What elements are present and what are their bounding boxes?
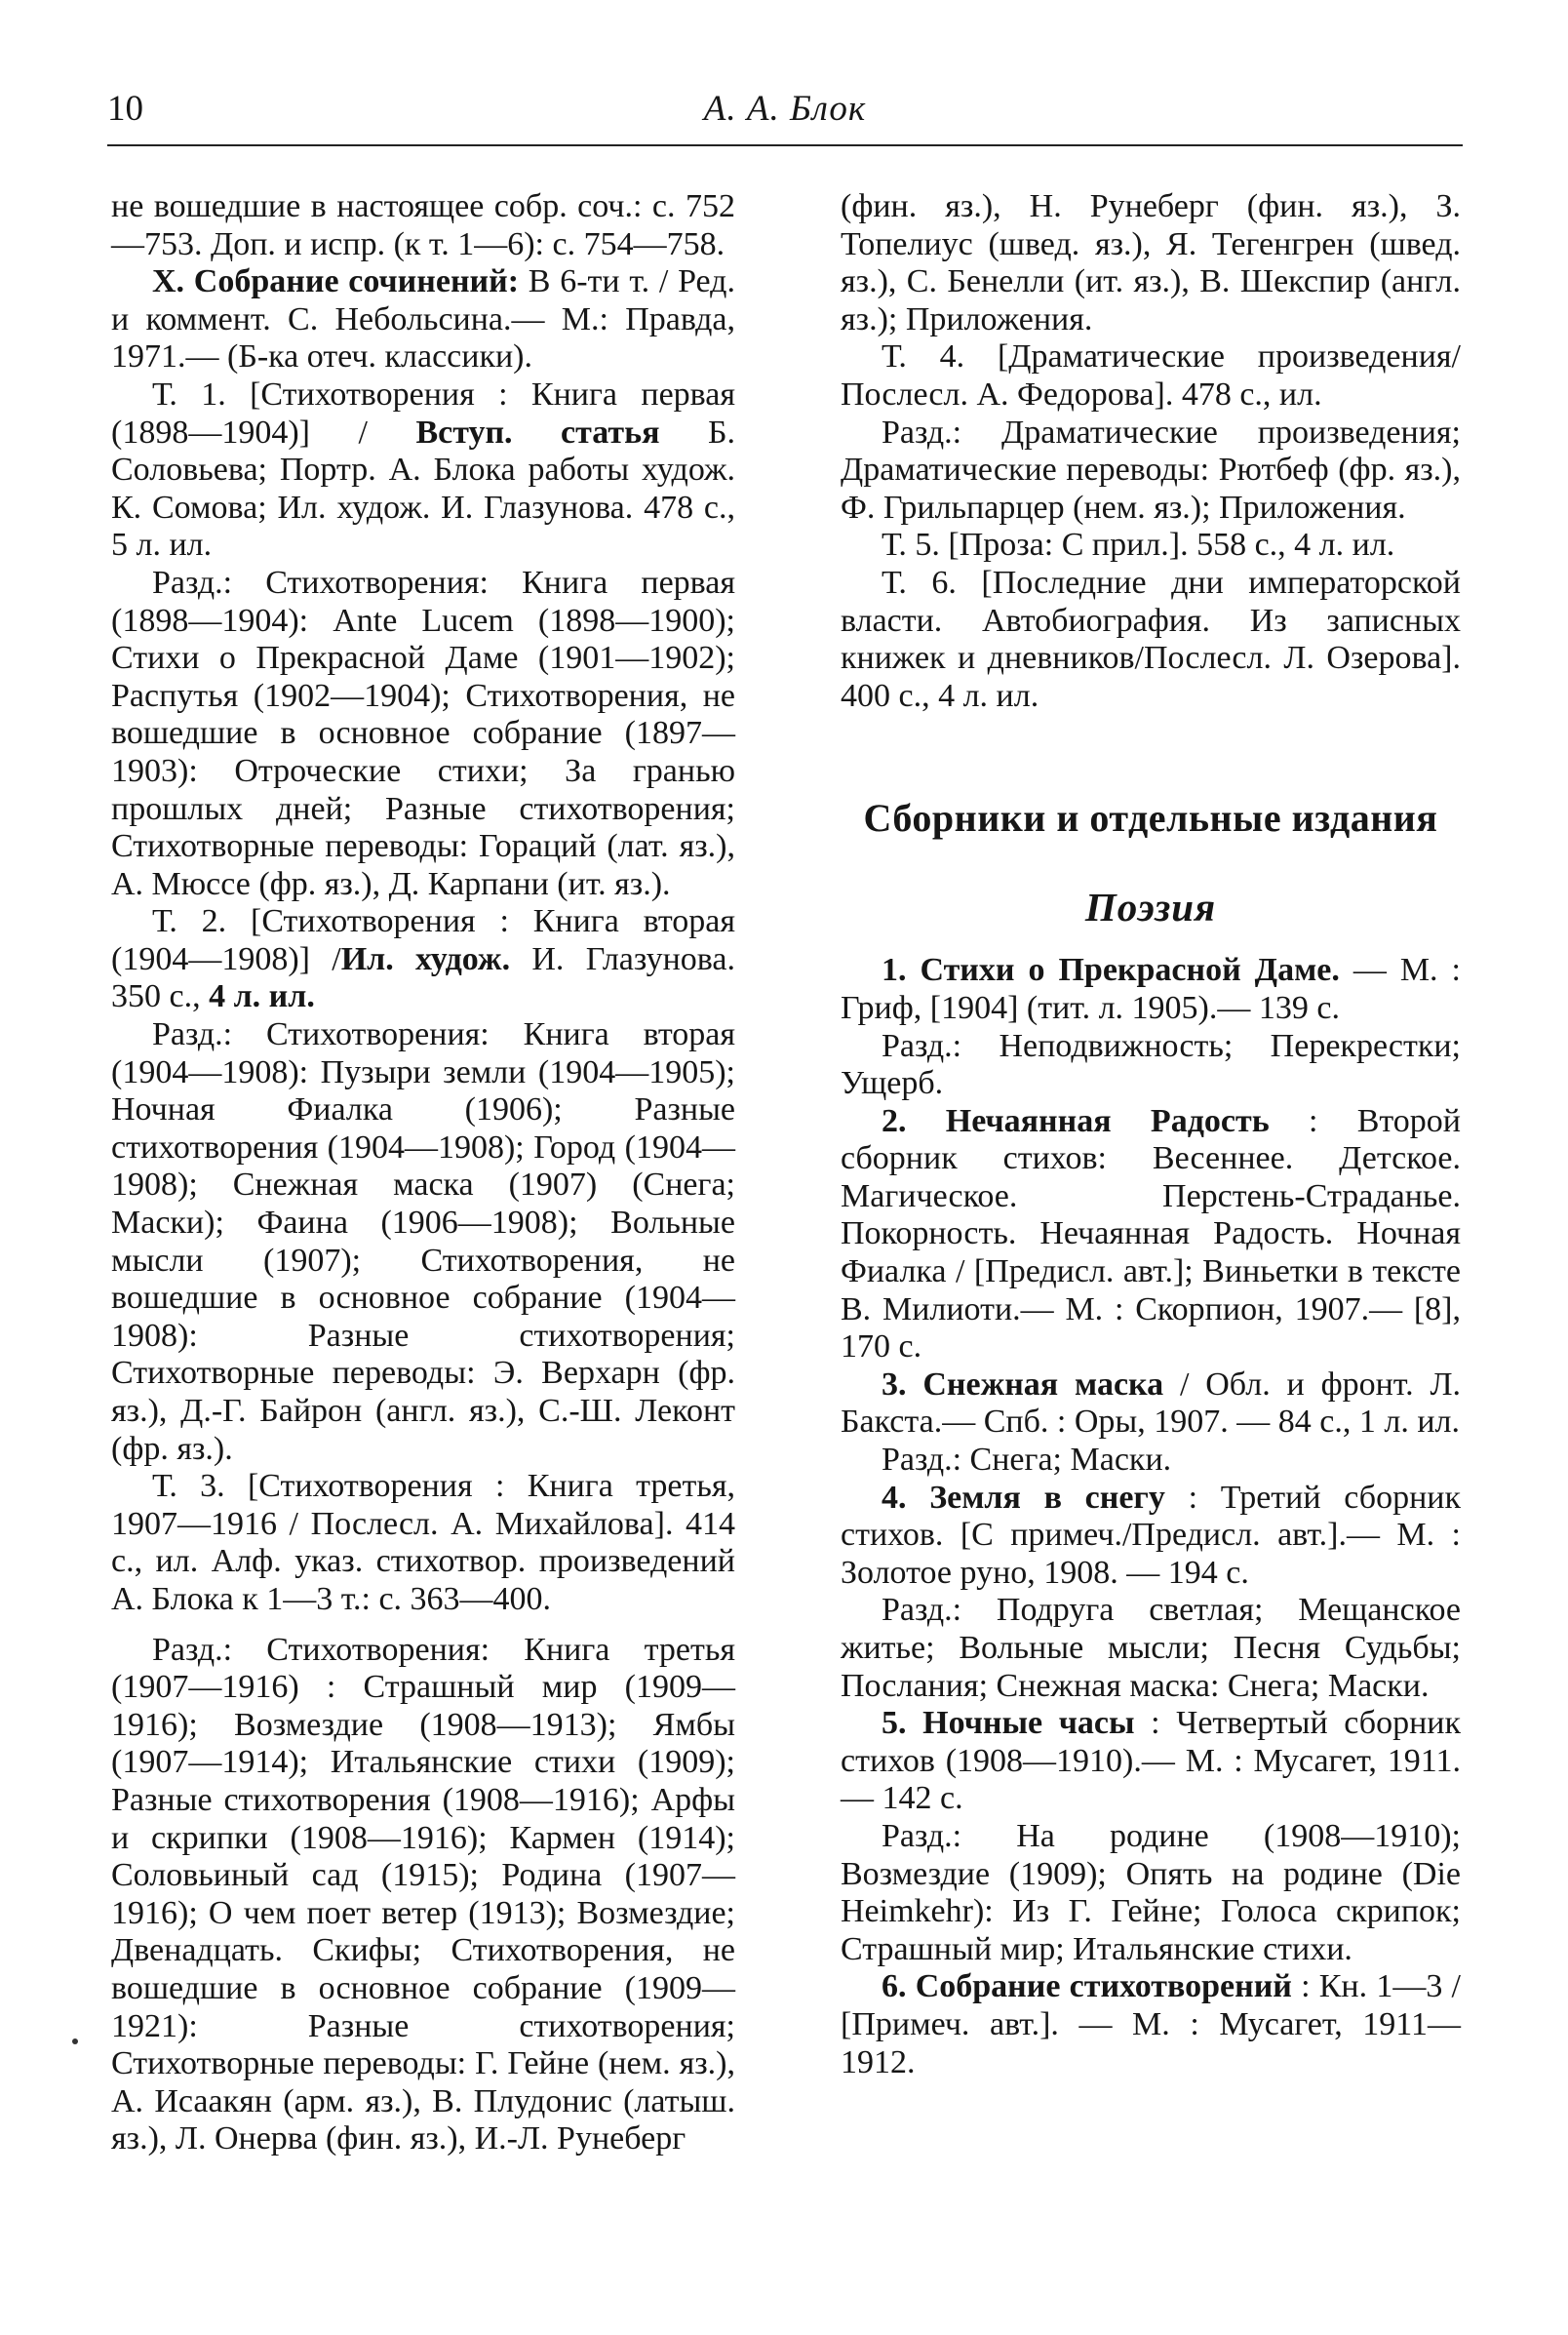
- volume-text-continued: И. Глазунова. 350 с.,: [111, 940, 735, 1015]
- entry-title: 1. Стихи о Прекрасной Даме.: [882, 952, 1340, 989]
- entry-text: : Третий сборник стихов. [С примеч./Предисл. авт.].— М. : Золотое руно, 1908. — 194 с.: [841, 1479, 1461, 1591]
- entry-5-contents: Разд.: На родине (1908—1910); Возмездие (1909); Опять на родине (Die Heimkehr): Из Г. Гейне; Голоса скрипок; Страшный мир; Итальянские стихи.: [841, 1817, 1461, 1967]
- volume-2: [111, 903, 735, 1016]
- entry-text: В 6-ти т. / Ред. и коммент. С. Небольсина.— М.: Правда, 1971.— (Б-ка отеч. классики).: [111, 263, 735, 376]
- volume-3-contents: Разд.: Стихотворения: Книга третья (1907—1916) : Страшный мир (1909—1916); Возмездие (1908—1913); Ямбы (1907—1914); Итальянские стихи (1909); Разные стихотворения (1908—1916); Арфы и скрипки (1908—1916); Кармен (1914); Соловьиный сад (1915); Родина (1907—1916); О чем поет ветер (1913); Возмездие; Двенадцать. Скифы; Стихотворения, не вошедшие в основное собрание (1909—1921): Разные стихотворения; Стихотворные переводы: Г. Гейне (нем. яз.), А. Исаакян (арм. яз.), В. Плудонис (латыш. яз.), Л. Онерва (фин. яз.), И.-Л. Рунеберг: [111, 1631, 735, 2157]
- volume-emphasis: Вступ. статья: [415, 414, 660, 451]
- paragraph: (фин. яз.), Н. Рунеберг (фин. яз.), З. Топелиус (швед. яз.), Я. Тегенгрен (швед. яз.), С. Бенелли (ит. яз.), В. Шекспир (англ. яз.); Приложения.: [841, 188, 1461, 337]
- entry-4-contents: Разд.: Подруга светлая; Мещанское житье; Вольные мысли; Песня Судьбы; Послания; Снежная маска: Снега; Маски.: [841, 1592, 1461, 1704]
- right-column: [841, 188, 1461, 2081]
- volume-text: Т. 1. [Стихотворения : Книга первая (1898—1904)] /: [111, 376, 735, 451]
- running-title: А. А. Блок: [703, 89, 867, 129]
- entry-text: : Четвертый сборник стихов (1908—1910).— М. : Мусагет, 1911.— 142 с.: [841, 1705, 1461, 1817]
- volume-1-contents: Разд.: Стихотворения: Книга первая (1898—1904): Ante Lucem (1898—1900); Стихи о Прекрасной Даме (1901—1902); Распутья (1902—1904); Стихотворения, не вошедшие в основное собрание (1897—1903): Отроческие стихи; За гранью прошлых дней; Разные стихотворения; Стихотворные переводы: Гораций (лат. яз.), А. Мюссе (фр. яз.), Д. Карпани (ит. яз.).: [111, 564, 735, 902]
- section-heading: Сборники и отдельные издания: [863, 796, 1438, 841]
- volume-emphasis-end: 4 л. ил.: [209, 978, 315, 1015]
- subsection-heading: Поэзия: [1084, 885, 1217, 930]
- volume-4: Т. 4. [Драматические произведения/Послесл. А. Федорова]. 478 с., ил.: [841, 338, 1461, 413]
- volume-2-contents: Разд.: Стихотворения: Книга вторая (1904—1908): Пузыри земли (1904—1905); Ночная Фиалка (1906); Разные стихотворения (1904—1908); Город (1904—1908); Снежная маска (1907) (Снега; Маски); Фаина (1906—1908); Вольные мысли (1907); Стихотворения, не вошедшие в основное собрание (1904—1908): Разные стихотворения; Стихотворные переводы: Э. Верхарн (фр. яз.), Д.-Г. Байрон (англ. яз.), С.-Ш. Леконт (фр. яз.).: [111, 1016, 735, 1467]
- volume-text-continued: Б. Соловьева; Портр. А. Блока работы худож. К. Сомова; Ил. худож. И. Глазунова. 478 с., 5 л. ил.: [111, 414, 735, 564]
- entry-text: — М. : Гриф, [1904] (тит. л. 1905).— 139 с.: [841, 952, 1461, 1026]
- entry-title: 3. Снежная маска: [882, 1365, 1164, 1403]
- entry-title: X. Собрание сочинений:: [152, 263, 520, 300]
- margin-dot: [72, 2038, 78, 2044]
- entry-text: : Кн. 1—3 / [Примеч. авт.]. — М. : Мусагет, 1911—1912.: [841, 1968, 1461, 2080]
- paragraph: не вошедшие в настоящее собр. соч.: с. 752—753. Доп. и испр. (к т. 1—6): с. 754—758.: [111, 188, 735, 262]
- volume-3: Т. 3. [Стихотворения : Книга третья, 1907—1916 / Послесл. А. Михайлова]. 414 с., ил. Алф. указ. стихотвор. произведений А. Блока к 1—3 т.: с. 363—400.: [111, 1468, 735, 1617]
- entry-text: / Обл. и фронт. Л. Бакста.— Спб. : Оры, 1907. — 84 с., 1 л. ил.: [841, 1365, 1462, 1441]
- entry-title: 6. Собрание стихотворений: [882, 1968, 1292, 2005]
- entry-text: : Второй сборник стихов: Весеннее. Детское. Магическое. Перстень-Страданье. Покорность. Нечаянная Радость. Ночная Фиалка / [Предисл. авт.]; Виньетки в тексте В. Милиоти.— М. : Скорпион, 1907.— [8], 170 с.: [841, 1102, 1461, 1365]
- volume-text: Т. 2. [Стихотворения : Книга вторая (1904—1908)] /: [111, 903, 735, 977]
- entry-4: [841, 1480, 1461, 1593]
- entry-collected-works: [111, 263, 735, 376]
- entry-3-contents: Разд.: Снега; Маски.: [882, 1442, 1172, 1479]
- entry-title: 2. Нечаянная Радость: [882, 1102, 1270, 1139]
- volume-6: Т. 6. [Последние дни императорской власти. Автобиография. Из записных книжек и дневников/Послесл. Л. Озерова]. 400 с., 4 л. ил.: [841, 564, 1461, 714]
- page-header: [107, 88, 1463, 146]
- entry-5: [841, 1705, 1461, 1818]
- entry-title: 5. Ночные часы: [882, 1705, 1135, 1742]
- left-column: [111, 188, 735, 2158]
- entry-title: 4. Земля в снегу: [882, 1479, 1165, 1516]
- header-divider: [107, 144, 1463, 146]
- entry-1: [841, 952, 1461, 1027]
- entry-2: [841, 1103, 1461, 1366]
- entry-1-contents: Разд.: Неподвижность; Перекрестки; Ущерб.: [841, 1027, 1461, 1102]
- volume-4-contents: Разд.: Драматические произведения; Драматические переводы: Рютбеф (фр. яз.), Ф. Грильпарцер (нем. яз.); Приложения.: [841, 414, 1461, 526]
- volume-5: Т. 5. [Проза: С прил.]. 558 с., 4 л. ил.: [882, 527, 1395, 564]
- page-number: 10: [107, 89, 143, 129]
- entry-3: [841, 1366, 1461, 1442]
- volume-1: [111, 376, 735, 565]
- entry-6: [841, 1968, 1461, 2081]
- volume-emphasis: Ил. худож.: [340, 940, 511, 977]
